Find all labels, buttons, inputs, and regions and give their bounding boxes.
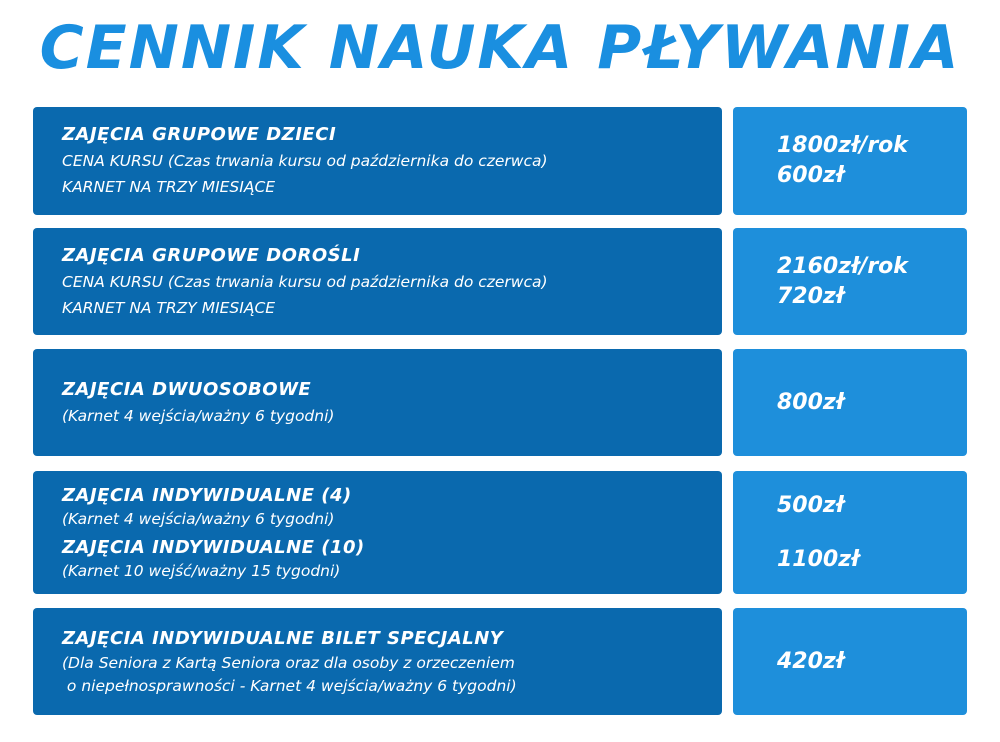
price: 1800zł/rok (777, 133, 908, 158)
row-heading: ZAJĘCIA DWUOSOBOWE (62, 378, 312, 400)
price-panel (733, 471, 967, 594)
price: 720zł (777, 283, 844, 309)
row-detail: CENA KURSU (Czas trwania kursu od października do czerwca) (62, 272, 548, 291)
price: 2160zł/rok (777, 253, 908, 279)
price: 800zł (777, 389, 844, 415)
price-row-group-adults (33, 228, 967, 335)
price-row-special (33, 608, 967, 715)
description-panel (33, 349, 722, 456)
row-heading: ZAJĘCIA GRUPOWE DOROŚLI (62, 244, 361, 266)
page-title: CENNIK NAUKA PŁYWANIA (39, 13, 961, 83)
price-panel (733, 349, 967, 456)
price: 1100zł (777, 546, 860, 572)
row-detail: (Dla Seniora z Kartą Seniora oraz dla osoby z orzeczeniem (62, 653, 515, 672)
price-panel (733, 228, 967, 335)
row-detail: (Karnet 10 wejść/ważny 15 tygodni) (62, 561, 341, 580)
row-detail: o niepełnosprawności - Karnet 4 wejścia/ważny 6 tygodni) (62, 676, 517, 695)
price: 600zł (777, 163, 844, 188)
row-heading: ZAJĘCIA GRUPOWE DZIECI (62, 124, 337, 145)
row-heading: ZAJĘCIA INDYWIDUALNE (4) (62, 484, 352, 506)
price-panel (733, 107, 967, 215)
description-panel (33, 107, 722, 215)
row-detail: KARNET NA TRZY MIESIĄCE (62, 178, 276, 196)
row-detail: (Karnet 4 wejścia/ważny 6 tygodni) (62, 509, 335, 528)
price-panel (733, 608, 967, 715)
price: 500zł (777, 492, 844, 518)
row-heading: ZAJĘCIA INDYWIDUALNE (10) (62, 536, 365, 558)
row-detail: (Karnet 4 wejścia/ważny 6 tygodni) (62, 406, 335, 425)
price-row-group-children (33, 107, 967, 215)
price-row-individual (33, 471, 967, 594)
price: 420zł (777, 648, 844, 674)
description-panel (33, 228, 722, 335)
description-panel (33, 608, 722, 715)
row-detail: KARNET NA TRZY MIESIĄCE (62, 298, 276, 317)
price-row-pair (33, 349, 967, 456)
row-detail: CENA KURSU (Czas trwania kursu od października do czerwca) (62, 152, 548, 170)
description-panel (33, 471, 722, 594)
row-heading: ZAJĘCIA INDYWIDUALNE BILET SPECJALNY (62, 627, 504, 649)
